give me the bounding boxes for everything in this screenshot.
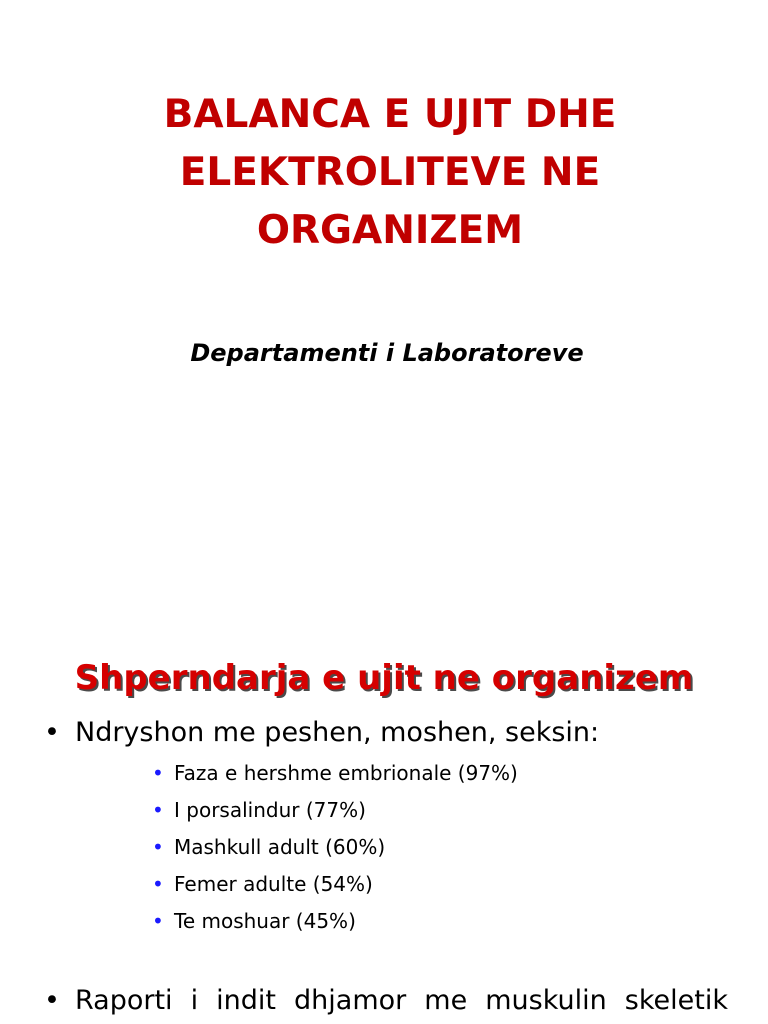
list-item <box>152 866 728 903</box>
bullet-dot-icon: • <box>44 985 60 1016</box>
list-item <box>152 903 728 940</box>
list-item <box>152 792 728 829</box>
slide-water-distribution <box>0 576 768 1024</box>
sub-bullet-list <box>75 755 728 940</box>
sub-bullet-text: Mashkull adult (60%) <box>174 835 386 859</box>
list-item <box>152 755 728 792</box>
bullet-dot-icon: • <box>152 761 164 785</box>
list-item <box>44 982 728 1020</box>
bullet-dot-icon: • <box>152 872 164 896</box>
title-line-3: ORGANIZEM <box>256 208 524 253</box>
bullet-text: Raporti i indit dhjamor me muskulin skeletik <box>75 985 728 1016</box>
bullet-text: Ndryshon me peshen, moshen, seksin: <box>75 717 600 748</box>
slide-heading: Shperndarja e ujit ne organizem <box>74 658 694 699</box>
bullet-dot-icon: • <box>44 717 60 748</box>
sub-bullet-text: I porsalindur (77%) <box>174 798 366 822</box>
bullet-dot-icon: • <box>152 909 164 933</box>
sub-bullet-text: Femer adulte (54%) <box>174 872 373 896</box>
title-line-1: BALANCA E UJIT DHE <box>163 92 617 137</box>
sub-bullet-text: Te moshuar (45%) <box>174 909 356 933</box>
bullet-dot-icon: • <box>152 835 164 859</box>
department-subtitle: Departamenti i Laboratoreve <box>190 339 584 367</box>
bullet-list <box>44 714 728 940</box>
list-item <box>44 714 728 940</box>
title-line-2: ELEKTROLITEVE NE <box>179 150 601 195</box>
sub-bullet-text: Faza e hershme embrionale (97%) <box>174 761 518 785</box>
slide-title-heading <box>0 86 768 260</box>
bullet-dot-icon: • <box>152 798 164 822</box>
list-item <box>152 829 728 866</box>
